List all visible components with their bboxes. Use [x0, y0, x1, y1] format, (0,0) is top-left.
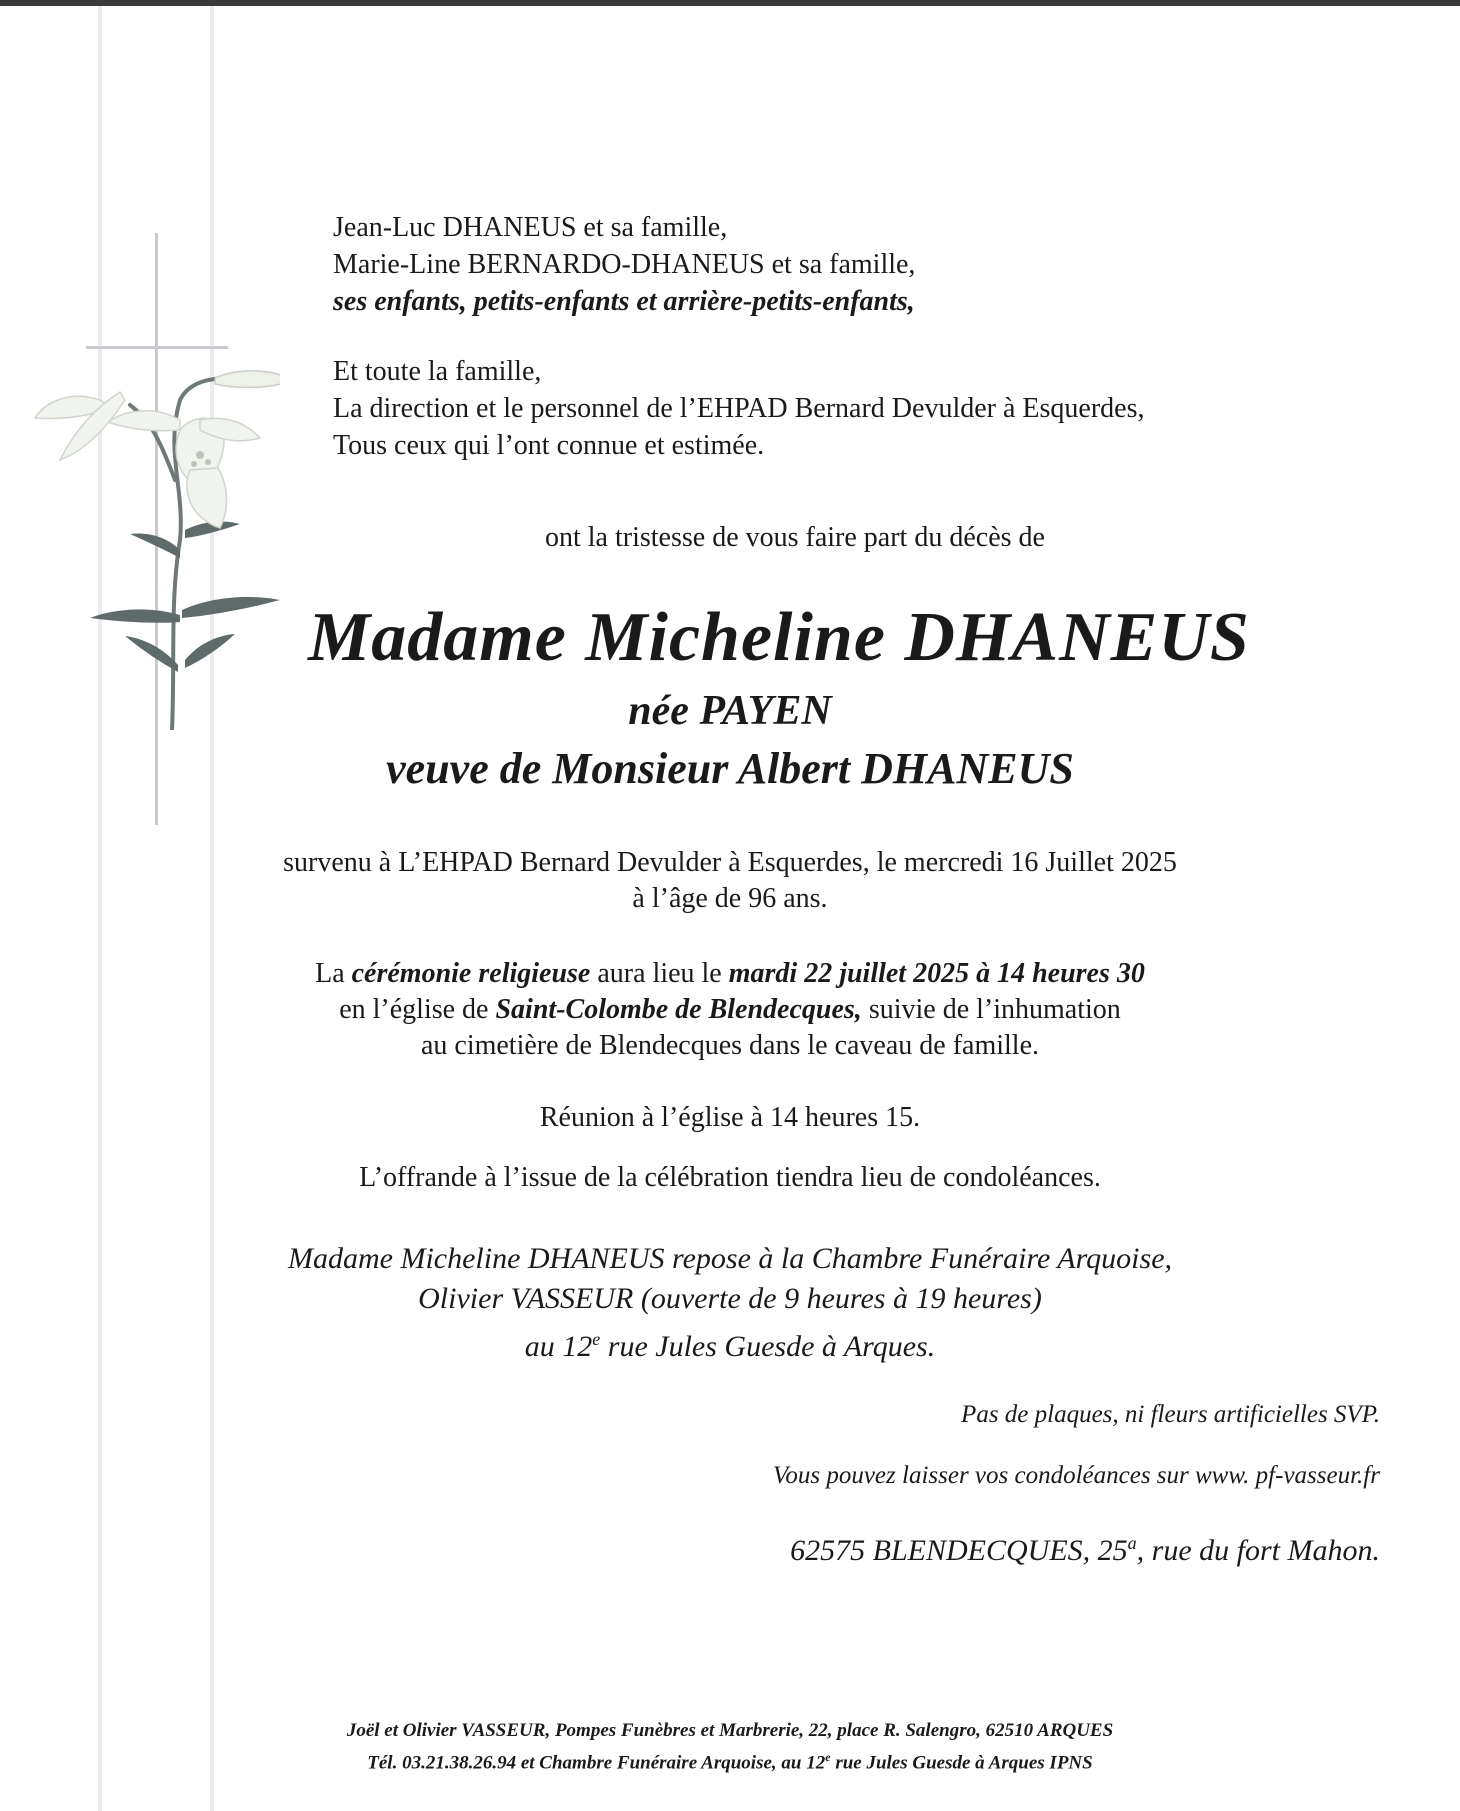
footer-superscript: e	[825, 1750, 831, 1764]
address-text: , rue du fort Mahon.	[1136, 1534, 1380, 1567]
repose-line-2: Olivier VASSEUR (ouverte de 9 heures à 19 heures)	[418, 1282, 1042, 1315]
ceremony-text: en l’église de	[339, 994, 496, 1025]
ceremony-line-1	[0, 956, 1460, 992]
ceremony-text: La	[315, 958, 352, 989]
repose-address: au 12	[524, 1330, 593, 1363]
home-address	[790, 1533, 1380, 1568]
footer-text: Tél. 03.21.38.26.94 et Chambre Funéraire Arquoise, au 12	[367, 1752, 826, 1774]
widow-of: veuve de Monsieur Albert DHANEUS	[386, 744, 1074, 793]
death-place-date: survenu à L’EHPAD Bernard Devulder à Esquerdes, le mercredi 16 Juillet 2025	[283, 847, 1177, 878]
family-line-3: ses enfants, petits-enfants et arrière-petits-enfants,	[333, 286, 915, 317]
ceremony-line-2	[0, 992, 1460, 1028]
ceremony-datetime: mardi 22 juillet 2025 à 14 heures 30	[728, 958, 1145, 989]
others-line-3: Tous ceux qui l’ont connue et estimée.	[333, 430, 765, 461]
address-text: 62575 BLENDECQUES, 25	[790, 1534, 1128, 1567]
lily-flower-icon	[30, 360, 280, 730]
family-line-1: Jean-Luc DHANEUS et sa famille,	[333, 212, 728, 243]
announcement-intro: ont la tristesse de vous faire part du décès de	[545, 522, 1045, 553]
reunion-time: Réunion à l’église à 14 heures 15.	[539, 1102, 921, 1133]
funeral-home-line-2	[0, 1744, 1460, 1776]
others-line-2: La direction et le personnel de l’EHPAD Bernard Devulder à Esquerdes,	[333, 393, 1145, 424]
cross-horizontal-bar	[86, 346, 228, 349]
condolences-note: Vous pouvez laisser vos condoléances sur www. pf-vasseur.fr	[772, 1462, 1380, 1489]
repose-line-3	[0, 1319, 1460, 1367]
address-superscript: a	[1127, 1533, 1137, 1553]
ceremony-text: suivie de l’inhumation	[861, 994, 1121, 1025]
others-line-1: Et toute la famille,	[333, 356, 542, 387]
deceased-name: Madame Micheline DHANEUS	[308, 599, 1250, 676]
top-border	[0, 0, 1460, 6]
maiden-name: née PAYEN	[628, 688, 832, 734]
footer-text: rue Jules Guesde à Arques IPNS	[830, 1752, 1093, 1774]
offering-note: L’offrande à l’issue de la célébration tiendra lieu de condoléances.	[359, 1162, 1101, 1193]
repose-superscript: e	[592, 1329, 601, 1349]
family-line-2: Marie-Line BERNARDO-DHANEUS et sa famille,	[333, 249, 916, 280]
repose-address: rue Jules Guesde à Arques.	[600, 1330, 936, 1363]
ceremony-type: cérémonie religieuse	[351, 958, 591, 989]
church-name: Saint-Colombe de Blendecques,	[495, 994, 862, 1025]
funeral-home-line-1: Joël et Olivier VASSEUR, Pompes Funèbres et Marbrerie, 22, place R. Salengro, 62510 ARQUES	[346, 1720, 1114, 1741]
repose-line-1: Madame Micheline DHANEUS repose à la Chambre Funéraire Arquoise,	[287, 1242, 1173, 1275]
death-age: à l’âge de 96 ans.	[632, 883, 828, 914]
ceremony-line-3: au cimetière de Blendecques dans le caveau de famille.	[420, 1030, 1040, 1061]
ceremony-text: aura lieu le	[590, 958, 729, 989]
no-plaques-note: Pas de plaques, ni fleurs artificielles SVP.	[961, 1401, 1380, 1428]
